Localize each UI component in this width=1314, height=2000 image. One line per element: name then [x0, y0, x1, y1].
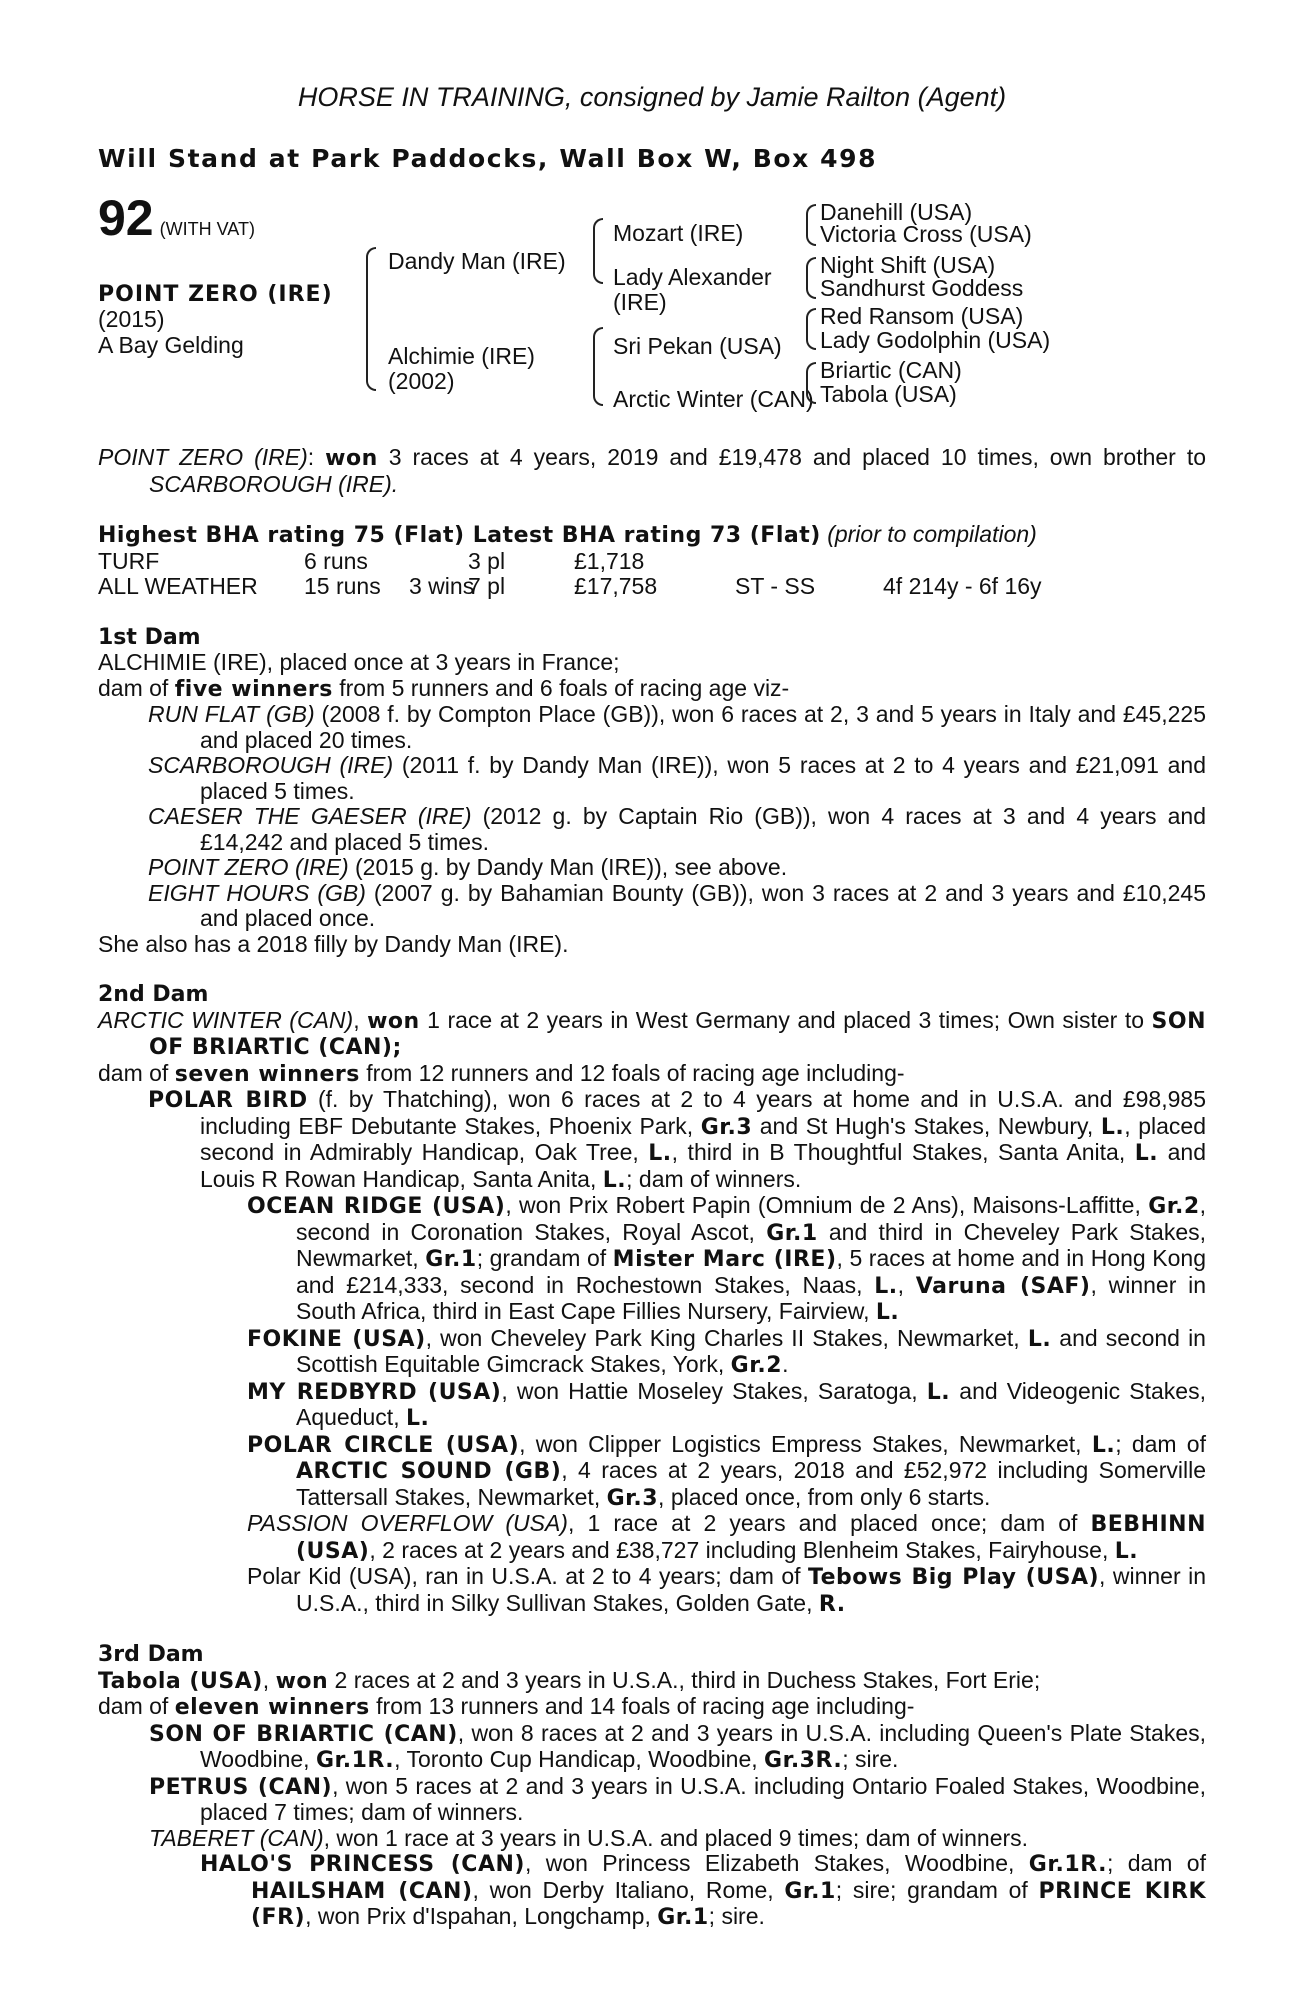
produce-name: POINT ZERO (IRE)	[148, 854, 349, 880]
text: , 5 races at home and in Hong Kong and £214,333, second in Rochestown Stakes, Naas,	[296, 1245, 1206, 1298]
dam-year: (2002)	[388, 368, 455, 394]
grade: Gr.2	[730, 1353, 783, 1378]
text: ,	[353, 1006, 368, 1033]
produce-entry	[98, 881, 1206, 932]
text: , won 5 races at 2 and 3 years in U.S.A. including Ontario Foaled Stakes, Woodbine, placed 7 times; dam of winners.	[200, 1772, 1206, 1825]
consignor-title: HORSE IN TRAINING, consigned by Jamie Railton (Agent)	[297, 82, 1007, 112]
text: from 5 runners and 6 foals of racing age viz-	[332, 674, 790, 701]
produce-name: RUN FLAT (GB)	[148, 701, 315, 727]
surface-label: TURF	[98, 547, 160, 574]
text: 2 races at 2 and 3 years in U.S.A., third in Duchess Stakes, Fort Erie;	[328, 1666, 1041, 1693]
text: and Louis R Rowan Handicap, Santa Anita,	[200, 1139, 1207, 1192]
produce-name: FOKINE (USA)	[247, 1326, 426, 1352]
grade: L.	[1134, 1141, 1159, 1166]
descendant-name: BEBHINN (USA)	[296, 1512, 1206, 1564]
produce-name: PASSION OVERFLOW (USA)	[247, 1510, 568, 1536]
earnings: £17,758	[574, 573, 658, 599]
grade: L.	[405, 1406, 430, 1431]
text: ; dam of	[1115, 1430, 1206, 1457]
produce-text: (2012 g. by Captain Rio (GB)), won 4 races at 3 and 4 years and £14,242 and placed 5 times.	[200, 803, 1206, 855]
text: , 2 races at 2 years and £38,727 including Blenheim Stakes, Fairyhouse,	[369, 1536, 1115, 1563]
first-dam-note: She also has a 2018 filly by Dandy Man (IRE).	[98, 930, 569, 957]
produce-name: POLAR CIRCLE (USA)	[247, 1432, 520, 1458]
won-label: won	[367, 1008, 420, 1034]
produce-entry	[98, 1511, 1206, 1564]
grade: L.	[1027, 1326, 1052, 1352]
rating-text: Highest BHA rating 75 (Flat) Latest BHA rating 73 (Flat)	[98, 523, 821, 548]
produce-name: SON OF BRIARTIC (CAN)	[149, 1721, 458, 1747]
text: ; dam of winners.	[626, 1165, 802, 1192]
text: 1 race at 2 years in West Germany and placed 3 times; Own sister to	[419, 1006, 1152, 1033]
lot-number-row	[98, 190, 255, 246]
grade: L.	[602, 1167, 627, 1193]
descendant-name: HAILSHAM (CAN)	[251, 1878, 473, 1904]
text: , Toronto Cup Handicap, Woodbine,	[394, 1746, 765, 1772]
text: Polar Kid (USA), ran in U.S.A. at 2 to 4 years; dam of	[247, 1563, 808, 1589]
text: .	[782, 1351, 789, 1377]
brace	[806, 308, 816, 350]
grade: Gr.1	[657, 1905, 709, 1930]
brace	[593, 218, 603, 284]
produce-text: (2007 g. by Bahamian Bounty (GB)), won 3 races at 2 and 3 years and £10,245 and placed once.	[200, 879, 1207, 931]
grade: Gr.1R.	[1028, 1852, 1107, 1877]
earnings: £1,718	[574, 547, 645, 574]
surface-label: ALL WEATHER	[98, 573, 258, 599]
all-weather-row	[98, 574, 1206, 600]
descendant-name: HALO'S PRINCESS (CAN)	[200, 1852, 525, 1877]
placed: 3 pl	[468, 547, 506, 574]
produce-text: (2015 g. by Dandy Man (IRE)), see above.	[348, 854, 788, 880]
descendant-name: Mister Marc (IRE)	[612, 1247, 837, 1272]
text: , third in B Thoughtful Stakes, Santa Anita,	[671, 1139, 1135, 1165]
produce-name: EIGHT HOURS (GB)	[148, 879, 366, 906]
text: from 13 runners and 14 foals of racing age including-	[369, 1693, 915, 1719]
produce-entry	[98, 1326, 1206, 1379]
sire-dam: Lady Alexander	[613, 264, 772, 290]
produce-entry	[98, 1193, 1206, 1326]
grade: R.	[818, 1591, 846, 1617]
produce-name: POLAR BIRD	[148, 1088, 308, 1113]
produce-text: (2008 f. by Compton Place (GB)), won 6 races at 2, 3 and 5 years in Italy and £45,225 and placed 20 times.	[200, 701, 1206, 753]
horse-name: POINT ZERO (IRE)	[98, 444, 308, 470]
text: ; sire.	[842, 1746, 899, 1772]
grade: L.	[1091, 1432, 1116, 1458]
dam-sire: Sri Pekan (USA)	[613, 333, 782, 359]
grade: Gr.2	[1148, 1194, 1200, 1219]
text: , won Prix d'Ispahan, Longchamp,	[305, 1903, 658, 1929]
text: , won Princess Elizabeth Stakes, Woodbine,	[524, 1850, 1029, 1876]
grade: L.	[1100, 1114, 1125, 1140]
descendant-name: ARCTIC SOUND (GB)	[296, 1459, 562, 1484]
winners-count: eleven winners	[174, 1695, 370, 1720]
grade: Gr.3	[606, 1485, 659, 1511]
text: , winner in South Africa, third in East Cape Fillies Nursery, Fairview,	[296, 1271, 1206, 1324]
grade: L.	[875, 1300, 900, 1325]
third-dam-produce	[98, 1694, 1206, 1721]
second-dam-produce	[98, 1061, 1206, 1088]
dam: Alchimie (IRE)	[388, 343, 535, 369]
sire-sire: Mozart (IRE)	[613, 220, 744, 246]
second-dam-line	[98, 1008, 1206, 1061]
text: , won Clipper Logistics Empress Stakes, Newmarket,	[519, 1430, 1092, 1457]
grade: Gr.1	[766, 1220, 818, 1246]
text: , winner in U.S.A., third in Silky Sullivan Stakes, Golden Gate,	[296, 1563, 1206, 1616]
placed: 7 pl	[468, 573, 506, 599]
grade: L.	[874, 1273, 898, 1299]
produce-entry	[98, 1851, 1206, 1931]
ancestor: Danehill (USA)	[820, 199, 973, 225]
horse-name: POINT ZERO (IRE)	[98, 282, 333, 307]
produce-entry	[98, 1826, 1206, 1852]
grade: Gr.3R.	[764, 1748, 843, 1773]
sibling-name: SON OF BRIARTIC (CAN)	[149, 1008, 1206, 1060]
text: , won 1 race at 3 years in U.S.A. and placed 9 times; dam of winners.	[323, 1824, 1029, 1851]
brace	[366, 247, 376, 391]
dam-dam: Arctic Winter (CAN)	[613, 386, 814, 412]
brace	[593, 327, 603, 406]
brace	[806, 362, 816, 404]
runs: 6 runs	[304, 547, 368, 574]
produce-name: OCEAN RIDGE (USA)	[247, 1194, 506, 1219]
produce-entry	[98, 1379, 1206, 1432]
text: ,	[262, 1666, 276, 1693]
summary-text: 3 races at 4 years, 2019 and £19,478 and placed 10 times, own brother to	[377, 444, 1206, 470]
produce-name: PETRUS (CAN)	[149, 1774, 333, 1800]
first-dam-line: ALCHIMIE (IRE), placed once at 3 years in France;	[98, 649, 620, 675]
grade: Gr.1R.	[315, 1748, 395, 1773]
produce-text: (2011 f. by Dandy Man (IRE)), won 5 races at 2 to 4 years and £21,091 and placed 5 times.	[200, 752, 1207, 804]
produce-entry	[98, 1564, 1206, 1617]
distances: 4f 214y - 6f 16y	[883, 573, 1042, 599]
produce-entry	[98, 702, 1206, 753]
grade: L.	[926, 1379, 951, 1405]
text: ,	[897, 1271, 916, 1298]
ancestor: Red Ransom (USA)	[820, 303, 1024, 329]
text: ; sire; grandam of	[835, 1876, 1039, 1903]
text: and Videogenic Stakes, Aqueduct,	[296, 1377, 1206, 1430]
text: , won Hattie Moseley Stakes, Saratoga,	[501, 1377, 927, 1404]
produce-name: SCARBOROUGH (IRE)	[148, 752, 394, 778]
rating-line	[98, 522, 1206, 549]
lot-number: 92	[98, 190, 154, 246]
text: , 1 race at 2 years and placed once; dam of	[567, 1510, 1091, 1536]
text: and St Hugh's Stakes, Newbury,	[752, 1112, 1101, 1139]
pedigree-block	[98, 190, 1206, 430]
grade: Gr.1	[784, 1878, 836, 1904]
text: ; grandam of	[476, 1245, 613, 1271]
second-dam-heading: 2nd Dam	[98, 982, 209, 1007]
text: from 12 runners and 12 foals of racing age including-	[359, 1059, 905, 1086]
text: , 4 races at 2 years, 2018 and £52,972 including Somerville Tattersall Stakes, Newmarket,	[296, 1457, 1206, 1510]
text: , won Prix Robert Papin (Omnium de 2 Ans), Maisons-Laffitte,	[505, 1192, 1149, 1218]
text: , placed second in Admirably Handicap, Oak Tree,	[200, 1112, 1206, 1165]
brother-name: SCARBOROUGH (IRE).	[149, 470, 399, 497]
produce-entry	[98, 855, 1206, 881]
wins: 3 wins	[409, 573, 475, 599]
first-dam-produce	[98, 676, 1206, 703]
text: , won Cheveley Park King Charles II Stakes, Newmarket,	[425, 1324, 1028, 1351]
descendant-name: Tebows Big Play (USA)	[807, 1565, 1100, 1590]
text: ;	[392, 1035, 402, 1060]
text: dam of	[98, 674, 175, 701]
summary: POINT ZERO (IRE): won 3 races at 4 years, 2019 and £19,478 and placed 10 times, own brother to SCARBOROUGH (IRE).	[98, 444, 1206, 497]
sire: Dandy Man (IRE)	[388, 248, 566, 274]
catalogue-body	[98, 445, 1206, 1931]
grade: Gr.3	[700, 1114, 753, 1140]
ancestor: Sandhurst Goddess	[820, 275, 1024, 301]
ancestor: Night Shift (USA)	[820, 252, 996, 278]
vat-note: (WITH VAT)	[159, 219, 255, 239]
winners-count: seven winners	[174, 1061, 360, 1087]
sire-dam-country: (IRE)	[613, 289, 667, 315]
text: dam of	[98, 1059, 175, 1086]
grade: Gr.1	[425, 1247, 477, 1272]
produce-entry	[98, 1087, 1206, 1193]
text: , placed once, from only 6 starts.	[658, 1483, 991, 1510]
text: , won Derby Italiano, Rome,	[472, 1876, 785, 1903]
horse-description: A Bay Gelding	[98, 332, 244, 358]
stand-location: Will Stand at Park Paddocks, Wall Box W, Box 498	[98, 144, 878, 173]
text: ; dam of	[1106, 1850, 1206, 1876]
ancestor: Victoria Cross (USA)	[820, 221, 1032, 247]
third-dam-heading: 3rd Dam	[98, 1642, 204, 1667]
produce-entry	[98, 1721, 1206, 1774]
produce-name: CAESER THE GAESER (IRE)	[148, 803, 472, 829]
descendant-name: PRINCE KIRK (FR)	[251, 1878, 1207, 1930]
text: , second in Coronation Stakes, Royal Ascot,	[296, 1192, 1207, 1245]
ancestor: Lady Godolphin (USA)	[820, 327, 1051, 353]
text: (f. by Thatching), won 6 races at 2 to 4 years at home and in U.S.A. and £98,985 including EBF Debutante Stakes, Phoenix Park,	[200, 1086, 1206, 1139]
text: dam of	[98, 1693, 175, 1719]
dam-name: ARCTIC WINTER (CAN)	[98, 1006, 354, 1033]
third-dam-line	[98, 1668, 1206, 1695]
ancestor: Briartic (CAN)	[820, 357, 962, 383]
text: ; sire.	[708, 1903, 765, 1929]
produce-entry	[98, 804, 1206, 855]
text: and second in Scottish Equitable Gimcrack Stakes, York,	[296, 1324, 1206, 1377]
descendant-name: Varuna (SAF)	[915, 1273, 1091, 1299]
first-dam-heading: 1st Dam	[98, 624, 201, 650]
text: , won 8 races at 2 and 3 years in U.S.A. including Queen's Plate Stakes, Woodbine,	[200, 1719, 1206, 1772]
produce-entry	[98, 753, 1206, 804]
grade: L.	[648, 1141, 672, 1166]
rating-note: (prior to compilation)	[827, 521, 1037, 547]
won-label: won	[325, 446, 378, 471]
grade: L.	[1114, 1538, 1139, 1564]
text: and third in Cheveley Park Stakes, Newmarket,	[296, 1218, 1206, 1271]
ancestor: Tabola (USA)	[820, 381, 957, 407]
produce-name: TABERET (CAN)	[149, 1824, 324, 1851]
produce-entry	[98, 1432, 1206, 1512]
produce-entry	[98, 1774, 1206, 1826]
brace	[806, 257, 816, 299]
turf-row	[98, 549, 1206, 575]
won-label: won	[275, 1668, 329, 1694]
horse-year: (2015)	[98, 306, 165, 332]
runs: 15 runs	[304, 573, 381, 599]
dam-name: Tabola (USA)	[98, 1668, 263, 1694]
brace	[806, 204, 816, 246]
produce-name: MY REDBYRD (USA)	[247, 1379, 502, 1405]
going: ST - SS	[735, 573, 816, 599]
winners-count: five winners	[174, 676, 333, 702]
